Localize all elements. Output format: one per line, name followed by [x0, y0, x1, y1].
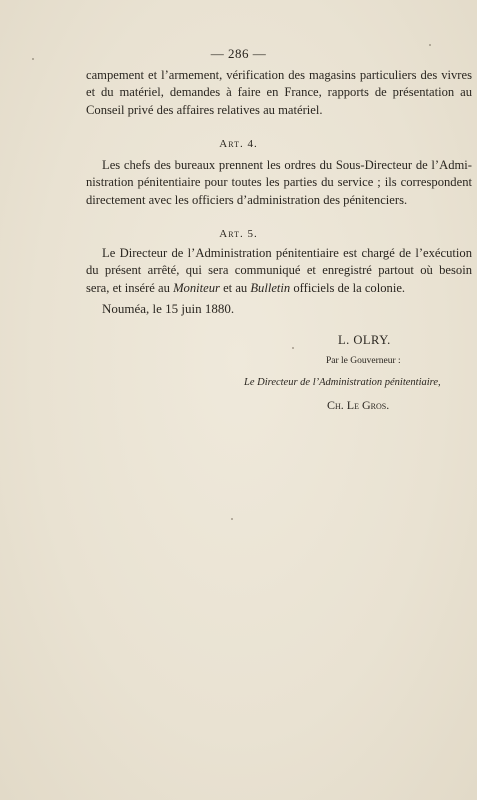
paper-speck: [292, 347, 294, 349]
page-number: — 286 —: [210, 46, 267, 61]
text-line: [86, 280, 472, 297]
text-segment: sera, et inséré au: [86, 280, 174, 295]
text-line: Le Directeur de l’Administration pénitentiaire est chargé de l’exécution: [102, 246, 472, 260]
signer-name: L. OLRY.: [338, 333, 391, 347]
italic-moniteur: Moniteur: [173, 280, 220, 295]
text-line: du présent arrêté, qui sera communiqué et enregistré partout où besoin: [86, 263, 472, 278]
director-name: Ch. Le Gros.: [327, 398, 390, 412]
text-line: Les chefs des bureaux prennent les ordres du Sous-Directeur de l’Admi-: [102, 158, 472, 172]
italic-bulletin: Bulletin: [250, 280, 291, 295]
director-title: Le Directeur de l’Administration pénitentiaire,: [244, 377, 441, 388]
text-line: Conseil privé des affaires relatives au matériel.: [86, 102, 323, 117]
paper-speck: [32, 58, 34, 60]
text-line: campement et l’armement, vérification des magasins particuliers des vivres: [86, 68, 472, 82]
article-5-body: [86, 245, 472, 297]
text-segment: et au: [219, 280, 251, 295]
text-line: directement avec les officiers d’administration des pénitenciers.: [86, 192, 408, 207]
text-line: nistration pénitentiaire pour toutes les parties du service ; ils correspondent: [86, 175, 472, 190]
text-line: et du matériel, demandes à faire en France, rapports de présentation au: [86, 85, 472, 100]
date-line: Nouméa, le 15 juin 1880.: [102, 301, 235, 316]
article-4-body: [86, 157, 472, 209]
paper-speck: [231, 518, 233, 520]
article-4-heading: Art. 4.: [219, 138, 258, 150]
text-segment: officiels de la colonie.: [290, 280, 406, 295]
paper-speck: [429, 44, 431, 46]
by-governor: Par le Gouverneur :: [326, 356, 401, 366]
article-5-heading: Art. 5.: [219, 228, 258, 240]
paragraph-continuation: [86, 67, 472, 119]
